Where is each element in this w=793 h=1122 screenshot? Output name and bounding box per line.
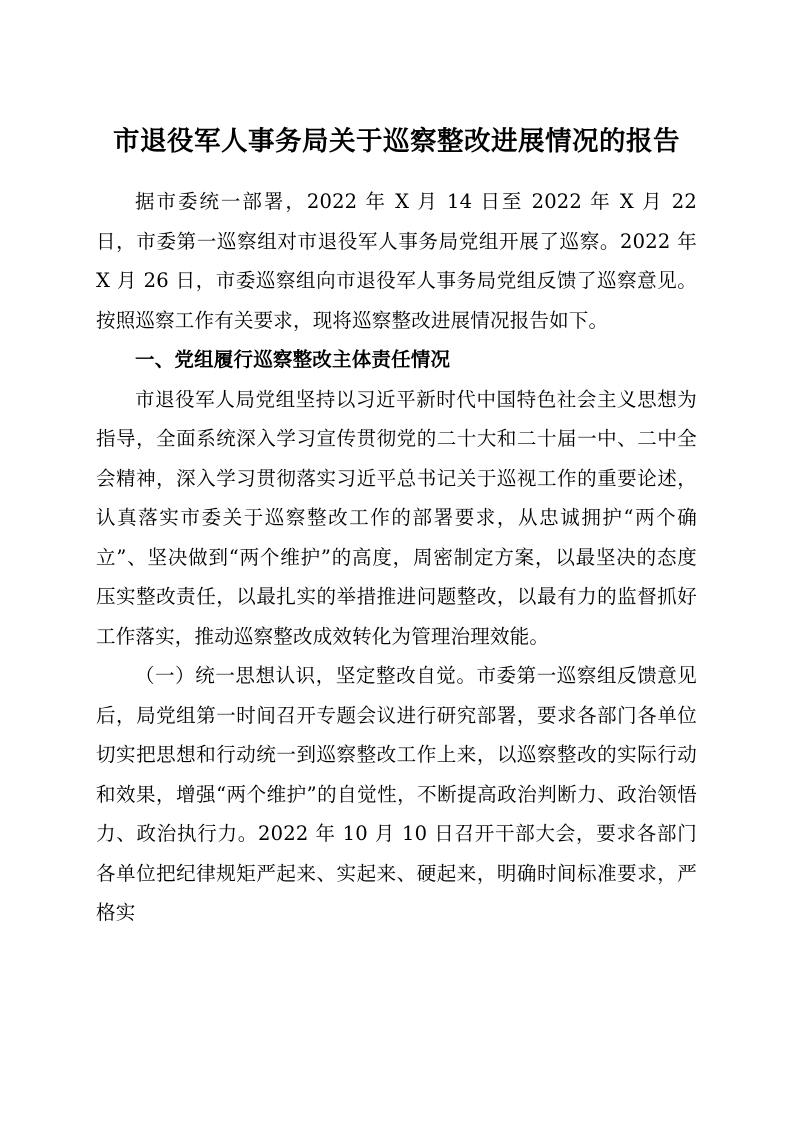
paragraph-section-1-body: 市退役军人局党组坚持以习近平新时代中国特色社会主义思想为指导，全面系统深入学习宣传贯彻党的二十大和二十届一中、二中全会精神，深入学习贯彻落实习近平总书记关于巡视工作的重要论述，认真落实市委关于巡察整改工作的部署要求，从忠诚拥护“两个确立”、坚决做到“两个维护”的高度，周密制定方案，以最坚决的态度压实整改责任，以最扎实的举措推进问题整改，以最有力的监督抓好工作落实，推动巡察整改成效转化为管理治理效能。 [96,387,697,648]
paragraph-intro: 据市委统一部署，2022 年 X 月 14 日至 2022 年 X 月 22 日，市委第一巡察组对市退役军人事务局党组开展了巡察。2022 年 X 月 26 日，市委巡察组向市退役军人事务局党组反馈了巡察意见。按照巡察工作有关要求，现将巡察整改进展情况报告如下。 [96,190,697,332]
page-title: 市退役军人事务局关于巡察整改进展情况的报告 [113,126,680,157]
section-heading-1: 一、党组履行巡察整改主体责任情况 [135,348,451,371]
paragraph-subsection-1: （一）统一思想认识，坚定整改自觉。市委第一巡察组反馈意见后，局党组第一时间召开专题会议进行研究部署，要求各部门各单位切实把思想和行动统一到巡察整改工作上来，以巡察整改的实际行动和效果，增强“两个维护”的自觉性，不断提高政治判断力、政治领悟力、政治执行力。2022 年 10 月 10 日召开干部大会，要求各部门各单位把纪律规矩严起来、实起来、硬起来，明确时间标准要求，严格实 [96,664,697,924]
